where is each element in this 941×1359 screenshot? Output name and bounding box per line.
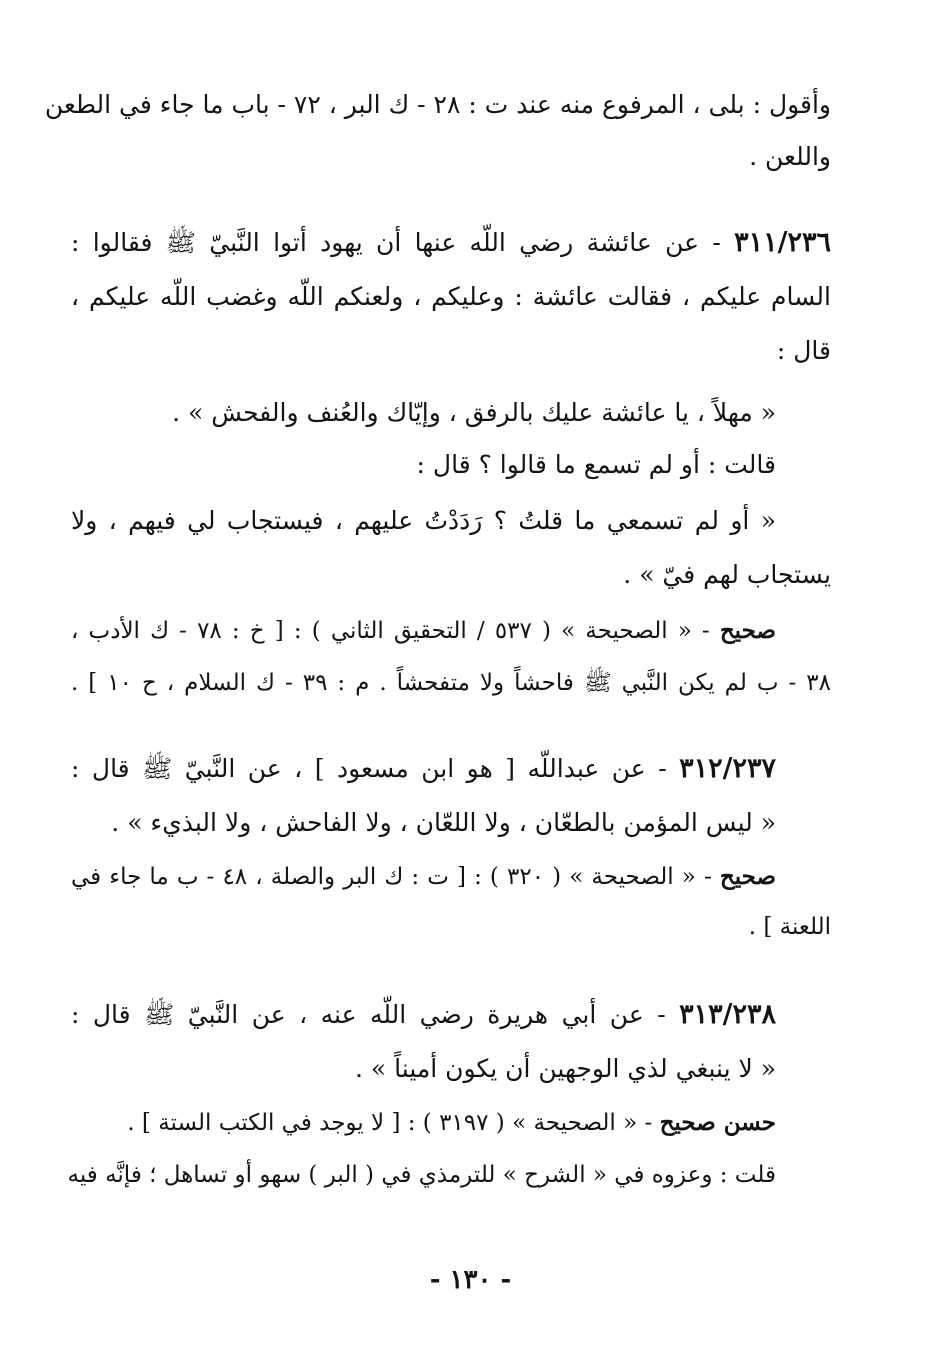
hadith-236-takhrij-1 [71,614,776,648]
hadith-number: ٣١٣/٢٣٨ [679,999,776,1030]
hadith-236-quote-2a: « أو لم تسمعي ما قلتُ ؟ رَدَدْتُ عليهم ، فيستجاب لي فيهم ، ولا [71,506,776,535]
hadith-237-takhrij-1 [71,860,776,894]
hadith-238-line-1 [71,998,776,1032]
hadith-238-takhrij-1 [127,1106,776,1140]
grade-label: حسن صحيح [659,1109,776,1136]
hadith-236-line-2: السام عليكم ، فقالت عائشة : وعليكم ، ولعنكم اللّه وغضب اللّه عليكم ، [71,282,831,311]
hadith-236-line-3: قال : [776,336,831,365]
intro-line-2: واللعن . [749,142,831,171]
hadith-238-quote: « لا ينبغي لذي الوجهين أن يكون أميناً » . [355,1054,776,1083]
hadith-237-line-1 [71,752,776,786]
hadith-236-quote-2b: يستجاب لهم فيّ » . [623,560,831,589]
hadith-238-note: قلت : وعزوه في « الشرح » للترمذي في ( البر ) سهو أو تساهل ؛ فإنَّه فيه [67,1162,776,1188]
hadith-237-takhrij-2: اللعنة ] . [748,914,831,940]
hadith-236-line-1 [71,226,831,260]
takhrij-text: - « الصحيحة » ( ٥٣٧ / التحقيق الثاني ) : [ خ : ٧٨ - ك الأدب ، [71,618,710,644]
hadith-236-line-5: قالت : أو لم تسمع ما قالوا ؟ قال : [416,450,776,479]
hadith-236-quote-1: « مهلاً ، يا عائشة عليك بالرفق ، وإيّاك والعُنف والفحش » . [172,398,776,427]
takhrij-text: - « الصحيحة » ( ٣١٩٧ ) : [ لا يوجد في الكتب الستة ] . [127,1110,653,1136]
hadith-text: - عن عبداللّه [ هو ابن مسعود ] ، عن النَّبيّ ﷺ قال : [71,754,667,783]
takhrij-text: - « الصحيحة » ( ٣٢٠ ) : [ ت : ك البر والصلة ، ٤٨ - ب ما جاء في [71,864,712,890]
hadith-text: - عن أبي هريرة رضي اللّه عنه ، عن النَّبيّ ﷺ قال : [71,1000,666,1029]
hadith-237-quote: « ليس المؤمن بالطعّان ، ولا اللعّان ، ولا الفاحش ، ولا البذيء » . [111,808,776,837]
intro-line-1: وأقول : بلى ، المرفوع منه عند ت : ٢٨ - ك البر ، ٧٢ - باب ما جاء في الطعن [44,90,831,119]
grade-label: صحيح [719,617,776,644]
grade-label: صحيح [719,863,777,890]
hadith-236-takhrij-2: ٣٨ - ب لم يكن النَّبي ﷺ فاحشاً ولا متفحشاً . م : ٣٩ - ك السلام ، ح ١٠ ] . [71,670,831,696]
hadith-text: - عن عائشة رضي اللّه عنها أن يهود أتوا النَّبيّ ﷺ فقالوا : [71,228,721,257]
hadith-number: ٣١٢/٢٣٧ [679,753,776,784]
hadith-number: ٣١١/٢٣٦ [734,227,831,258]
page-number: - ١٣٠ - [429,1265,512,1295]
